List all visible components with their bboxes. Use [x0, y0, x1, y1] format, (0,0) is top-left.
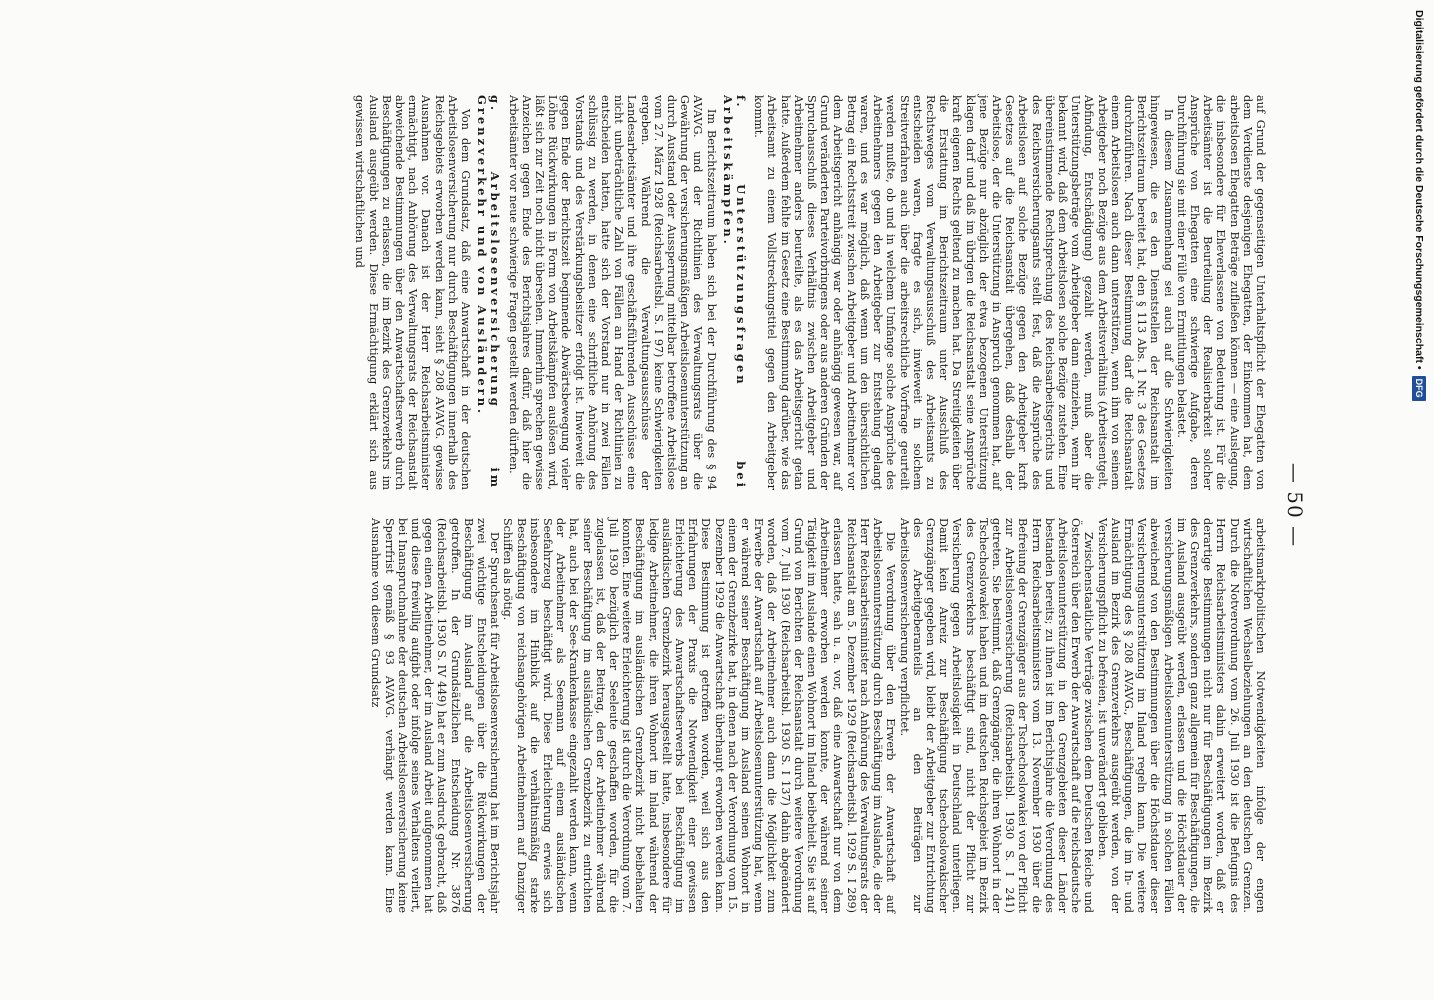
- paragraph: In diesem Zusammenhang sei auch auf die Schwierigkeiten hingewiesen, die es den Dienststellen der Reichsanstalt im Berichtszeitraum bereitet hat, den § 113 Abs. 1 Nr. 3 des Gesetzes durchzuführen. Nach dieser Bestimmung darf die Reichsanstalt einem Arbeitslosen auch dann unterstützen, wenn ihm von seinem Arbeitgeber noch Bezüge aus dem Arbeitsverhältnis (Arbeitsentgelt, Abfindung, Entschädigung) gezahlt werden, muß aber die Unterstützungsbeträge vom Arbeitgeber dann einziehen, wenn ihr bekannt wird, daß dem Arbeitslosen solche Bezüge zustehen. Eine übereinstimmende Rechtsprechung des Reichsarbeitsgerichts und des Reichsversicherungsamts stellt fest, daß die Ansprüche des Arbeitslosen auf solche Bezüge gegen den Arbeitgeber kraft Gesetzes auf die Reichsanstalt übergehen, daß deshalb der Arbeitslose, der die Unterstützung in Anspruch genommen hat, auf jene Bezüge nur abzüglich der etwa bezogenen Unterstützung klagen darf und daß im übrigen die Reichsanstalt seine Ansprüche kraft eigenen Rechts geltend zu machen hat. Da Streitigkeiten über die Erstattung im Berichtszeitraum unter Ausschluß des Rechtsweges vom Verwaltungsausschuß des Arbeitsamts zu entscheiden waren, fragte es sich, inwieweit in solchem Streitverfahren auch über die arbeitsrechtliche Vorfrage geurteilt werden mußte, ob und in welchem Umfange solche Ansprüche des Arbeitnehmers gegen den Arbeitgeber zur Entstehung gelangt waren, und es war möglich, daß wenn um den übersichtlichen Betrag ein Rechtsstreit zwischen Arbeitgeber und Arbeitnehmer vor dem Arbeitsgericht anhängig war oder anhängig gewesen war, auf Grund veränderten Parteivorbringens oder aus anderen Gründen der Spruchausschuß dieses Verhältnis zwischen Arbeitgeber und Arbeitnehmer anders beurteilte, als es das Arbeitsgericht getan hatte. Außerdem fehlte im Gesetz eine Bestimmung darüber, wie das Arbeitsamt zu einem Vollstreckungstitel gegen den Arbeitgeber kommt.: [752, 95, 1175, 490]
- right-text-column: [369, 518, 1267, 913]
- paragraph: auf Grund der gegenseitigen Unterhaltspflicht der Ehegatten von dem Verdienste desjenigen Ehegatten, der Einkommen hat, dem arbeitslosen Ehegatten Beträge zufließen können — eine Auslegung, die insbesondere für Eheverlassene von Bedeutung ist. Für die Arbeitsämter ist die Beurteilung der Realisierbarkeit solcher Ansprüche von Ehegatten eine schwierige Aufgabe, deren Durchführung sie mit einer Fülle von Ermittlungen belastet.: [1174, 95, 1267, 490]
- left-text-column: [353, 95, 1267, 490]
- paragraph: Von dem Grundsatz, daß eine Anwartschaft in der deutschen Arbeitslosenversicherung nur durch Beschäftigungen innerhalb des Reichsgebiets erworben werden kann, sieht § 208 AVAVG. gewisse Ausnahmen vor. Danach ist der Herr Reichsarbeitsminister ermächtigt, nach Anhörung des Verwaltungsrats der Reichsanstalt abweichende Bestimmungen über den Anwartschaftserwerb durch Beschäftigungen zu erlassen, die im Bezirk des Grenzverkehrs im Ausland ausgeübt werden. Diese Ermächtigung erklärt sich aus gewissen wirtschaftlichen und: [353, 95, 473, 490]
- credit-text: Digitalisierung gefördert durch die Deutsche Forschungsgemeinschaft •: [1413, 10, 1425, 370]
- paragraph: Im Berichtszeitraum haben sich bei der Durchführung des § 94 AVAVG. und der Richtlinien des Verwaltungsrats über die Gewährung der versicherungsmäßigen Arbeitslosenunterstützung an durch Ausstand oder Aussperrung mittelbar betroffene Arbeitslose vom 27. März 1928 (Reichsarbeitsbl. S. I 97) keine Schwierigkeiten ergeben. Während die Verwaltungsausschüsse der Landesarbeitsämter und ihre geschäftsführenden Ausschüsse eine nicht unbeträchtliche Zahl von Fällen an Hand der Richtlinien zu entscheiden hatten, hatte sich der Vorstand nur in zwei Fällen schlüssig zu werden, in denen eine schriftliche Anhörung des Vorstands und des Verstärkungsbeisitzer erfolgt ist. Inwieweit die gegen Ende der Berichtszeit beginnende Abwärtsbewegung vieler Löhne Rückwirkungen in Form von Arbeitskämpfen auslösen wird, läßt sich zur Zeit noch nicht übersehen. Immerhin sprechen gewisse Anzeichen gegen Ende des Berichtsjahres dafür, daß hier die Arbeitsämter vor neue schwierige Fragen gestellt werden dürften.: [506, 95, 718, 490]
- page-number-header: — 50 —: [1283, 462, 1307, 548]
- digitization-credit: [1408, 10, 1430, 990]
- rotated-book-page: [107, 95, 1307, 915]
- paragraph: arbeitsmarktpolitischen Notwendigkeiten infolge der engen wirtschaftlichen Wechselbeziehungen an den deutschen Grenzen. Durch die Notverordnung vom 26. Juli 1930 ist die Befugnis des Herrn Reichsarbeitsministers dahin erweitert worden, daß er derartige Bestimmungen nicht nur für Beschäftigungen im Bezirk des Grenzverkehrs, sondern ganz allgemein für Beschäftigungen, die im Ausland ausgeübt werden, erlassen und die Höchstdauer der versicherungsmäßigen Arbeitslosenunterstützung in solchen Fällen abweichend von den Bestimmungen über die Höchstdauer dieser Versicherungsunterstützung im Inland regeln kann. Die weitere Ermächtigung des § 208 AVAVG., Beschäftigungen, die im In- und Ausland im Bezirk des Grenzverkehrs ausgeübt werden, von der Versicherungspflicht zu befreien, ist unverändert geblieben.: [1095, 518, 1267, 913]
- paragraph: Die Verordnung über den Erwerb der Anwartschaft auf Arbeitslosenunterstützung durch Beschäftigung im Auslande, die der Herr Reichsarbeitsminister nach Anhörung des Verwaltungsrats der Reichsanstalt am 5. Dezember 1929 (Reichsarbeitsbl. 1929 S. I 289) erlassen hatte, sah u. a. vor, daß eine Anwartschaft nur von dem Arbeitnehmer erworben werden konnte, der während seiner Tätigkeit im Auslande einen Wohnort im Inland beibehielt. Sie ist auf Grund von Berichten der Reichsanstalt durch weitere Verordnung vom 7. Juli 1930 (Reichsarbeitsbl. 1930 S. I 137) dahin abgeändert worden, daß der Arbeitnehmer auch dann die Möglichkeit zum Erwerbe der Anwartschaft auf Arbeitslosenunterstützung hat, wenn er während seiner Beschäftigung im Ausland seinen Wohnort in einem der Grenzbezirke hat, in denen nach der Verordnung vom 15. Dezember 1929 die Anwartschaft überhaupt erworben werden kann. Diese Bestimmung ist getroffen worden, weil sich aus den Erfahrungen der Praxis die Notwendigkeit einer gewissen Erleichterung des Anwartschaftserwerbs bei Beschäftigung im ausländischen Grenzbezirk herausgestellt hatte, insbesondere für ledige Arbeitnehmer, die ihren Wohnort im Inland während der Beschäftigung im ausländischen Grenzbezirk nicht beibehalten konnten. Eine weitere Erleichterung ist durch die Verordnung vom 7. Juli 1930 bezüglich der Seeleute geschaffen worden, für die zugelassen ist, daß der Beitrag, den der Arbeitnehmer während seiner Beschäftigung im ausländischen Grenzbezirk zu entrichten hat, auch bei der See-Krankenkasse eingezahlt werden kann, wenn der Arbeitnehmer als Seemann auf einem ausländischen Seefahrzeug beschäftigt wird. Diese Erleichterung erwies sich insbesondere im Hinblick auf die verhältnismäßig starke Beschäftigung von reichsangehörigen Arbeitnehmern auf Danziger Schiffen als nötig.: [501, 518, 898, 913]
- section-heading-f: f. Unterstützungsfragen bei Arbeitskämpfen.: [720, 95, 749, 490]
- credit-line: [1408, 10, 1430, 990]
- paragraph: Der Spruchsenat für Arbeitslosenversicherung hat im Berichtsjahr zwei wichtige Entscheidungen über die Rückwirkungen der Beschäftigung im Ausland auf die Arbeitslosenversicherung getroffen. In der Grundsätzlichen Entscheidung Nr. 3876 (Reichsarbeitsbl. 1930 S. IV 449) hat er zum Ausdruck gebracht, daß gegen einen Arbeitnehmer, der im Ausland Arbeit aufgenommen hat und diese freiwillig aufgibt oder infolge seines Verhaltens verliert, bei Inanspruchnahme der deutschen Arbeitslosenversicherung keine Sperrfrist gemäß § 93 AVAVG. verhängt werden kann. Eine Ausnahme von diesem Grundsatz: [369, 518, 502, 913]
- section-heading-g: g. Arbeitslosenversicherung im Grenzverkehr und von Ausländern.: [475, 95, 503, 490]
- paragraph: Zwischenstaatliche Verträge zwischen dem Deutschen Reiche und Österreich über den Erwerb der Anwartschaft auf die reichsdeutsche Arbeitslosenunterstützung in den Grenzgebieten dieser Länder bestanden bereits; zu ihnen ist im Berichtsjahre die Verordnung des Herrn Reichsarbeitsministers vom 13. November 1930 über die Befreiung der Grenzgänger aus der Tschechoslowakei von der Pflicht zur Arbeitslosenversicherung (Reichsarbeitsbl. 1930 S. I 241) getreten. Sie bestimmt, daß Grenzgänger, die ihren Wohnort in der Tschechoslowakei haben und im deutschen Reichsgebiet im Bezirk des Grenzverkehrs beschäftigt sind, nicht der Pflicht zur Versicherung gegen Arbeitslosigkeit in Deutschland unterliegen. Damit kein Anreiz zur Beschäftigung tschechoslowakischer Grenzgänger gegeben wird, bleibt der Arbeitgeber zur Entrichtung des Arbeitgeberanteils an den Beiträgen zur Arbeitslosenversicherung verpflichtet.: [897, 518, 1096, 913]
- dfg-logo: DFG: [1412, 376, 1426, 401]
